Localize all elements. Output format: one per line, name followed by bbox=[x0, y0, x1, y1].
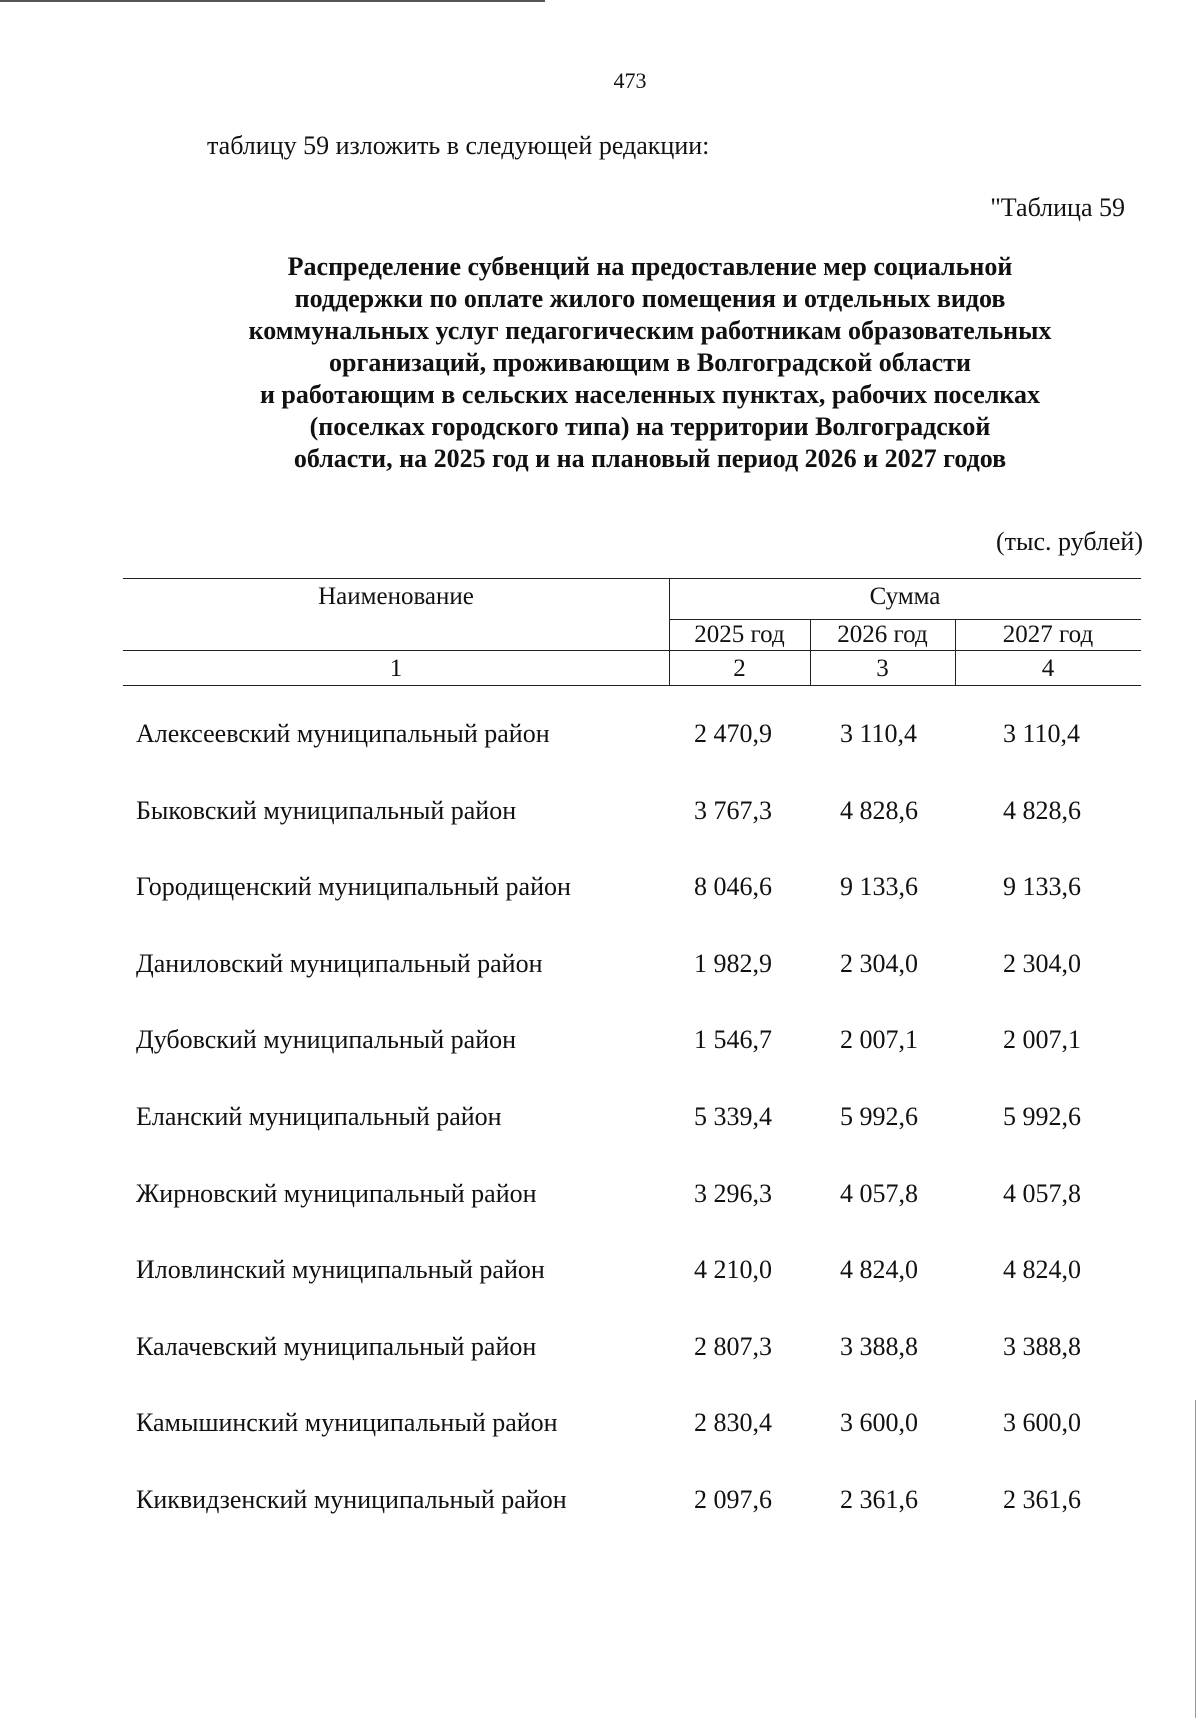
district-name: Киквидзенский муниципальный район bbox=[136, 1484, 567, 1514]
column-number: 4 bbox=[1041, 655, 1055, 682]
value-2026: 4 824,0 bbox=[840, 1255, 918, 1285]
value-2027: 3 388,8 bbox=[1003, 1331, 1081, 1361]
column-number: 3 bbox=[876, 655, 889, 682]
table-label: "Таблица 59 bbox=[990, 193, 1125, 222]
value-2025: 1 546,7 bbox=[694, 1025, 772, 1055]
district-name: Даниловский муниципальный район bbox=[136, 948, 543, 978]
table-body bbox=[0, 719, 1200, 1562]
value-2026: 3 110,4 bbox=[840, 719, 918, 748]
district-name: Дубовский муниципальный район bbox=[136, 1025, 517, 1055]
district-name: Алексеевский муниципальный район bbox=[136, 719, 550, 748]
column-number: 2 bbox=[733, 655, 746, 682]
value-2026: 3 600,0 bbox=[840, 1408, 918, 1438]
value-2025: 2 470,9 bbox=[694, 719, 772, 748]
header-mid-rule bbox=[123, 650, 1141, 651]
value-2026: 2 361,6 bbox=[840, 1484, 918, 1514]
table-row bbox=[0, 796, 1200, 873]
value-2027: 4 057,8 bbox=[1003, 1178, 1081, 1208]
page-number: 473 bbox=[613, 68, 647, 93]
value-2025: 1 982,9 bbox=[694, 948, 772, 978]
table-row bbox=[0, 1408, 1200, 1485]
table-row bbox=[0, 1025, 1200, 1102]
header-year-2026: 2026 год bbox=[837, 621, 928, 648]
title-line: поддержки по оплате жилого помещения и отдельных видов bbox=[294, 284, 1006, 313]
value-2026: 5 992,6 bbox=[840, 1101, 918, 1131]
district-name: Еланский муниципальный район bbox=[136, 1101, 502, 1131]
table-row bbox=[0, 1485, 1200, 1562]
value-2025: 3 767,3 bbox=[694, 795, 772, 825]
table-row bbox=[0, 1102, 1200, 1179]
header-year-2027: 2027 год bbox=[1002, 621, 1094, 648]
value-2025: 8 046,6 bbox=[694, 872, 772, 902]
value-2027: 4 824,0 bbox=[1003, 1255, 1081, 1285]
value-2027: 5 992,6 bbox=[1003, 1101, 1081, 1131]
district-name: Городищенский муниципальный район bbox=[136, 872, 571, 902]
value-2025: 4 210,0 bbox=[694, 1255, 772, 1285]
header-year-2025: 2025 год bbox=[694, 621, 785, 648]
value-2025: 3 296,3 bbox=[694, 1178, 772, 1208]
header-bottom-rule bbox=[123, 685, 1141, 686]
district-name: Жирновский муниципальный район bbox=[136, 1178, 537, 1208]
value-2027: 4 828,6 bbox=[1003, 795, 1081, 825]
value-2026: 4 828,6 bbox=[840, 795, 918, 825]
value-2026: 2 007,1 bbox=[840, 1025, 918, 1055]
value-2025: 2 807,3 bbox=[694, 1331, 772, 1361]
value-2027: 9 133,6 bbox=[1003, 872, 1081, 902]
district-name: Калачевский муниципальный район bbox=[136, 1331, 537, 1361]
years-rule bbox=[669, 619, 1141, 620]
district-name: Иловлинский муниципальный район bbox=[136, 1255, 545, 1285]
title-line: коммунальных услуг педагогическим работникам образовательных bbox=[248, 316, 1052, 345]
table-row bbox=[0, 949, 1200, 1026]
value-2027: 2 304,0 bbox=[1003, 948, 1081, 978]
units-label: (тыс. рублей) bbox=[995, 527, 1143, 556]
title-line: (поселках городского типа) на территории Волгоградской bbox=[309, 412, 991, 441]
header-name: Наименование bbox=[318, 583, 474, 610]
value-2027: 2 007,1 bbox=[1003, 1025, 1081, 1055]
value-2026: 3 388,8 bbox=[840, 1331, 918, 1361]
value-2026: 2 304,0 bbox=[840, 948, 918, 978]
value-2026: 4 057,8 bbox=[840, 1178, 918, 1208]
value-2025: 2 097,6 bbox=[694, 1484, 772, 1514]
value-2027: 3 110,4 bbox=[1003, 719, 1081, 748]
title-line: организаций, проживающим в Волгоградской области bbox=[329, 348, 971, 377]
document-title bbox=[170, 251, 1130, 475]
header-sum: Сумма bbox=[869, 583, 941, 610]
column-number: 1 bbox=[389, 655, 403, 682]
value-2025: 5 339,4 bbox=[694, 1101, 772, 1131]
value-2027: 3 600,0 bbox=[1003, 1408, 1081, 1438]
value-2026: 9 133,6 bbox=[840, 872, 918, 902]
table-row bbox=[0, 872, 1200, 949]
title-line: и работающим в сельских населенных пунктах, рабочих поселках bbox=[259, 380, 1041, 409]
table-row bbox=[0, 719, 1200, 796]
title-line: области, на 2025 год и на плановый период 2026 и 2027 годов bbox=[293, 444, 1007, 473]
value-2027: 2 361,6 bbox=[1003, 1484, 1081, 1514]
intro-text: таблицу 59 изложить в следующей редакции: bbox=[207, 131, 710, 160]
title-line: Распределение субвенций на предоставление мер социальной bbox=[287, 252, 1013, 281]
value-2025: 2 830,4 bbox=[694, 1408, 772, 1438]
table-row bbox=[0, 1179, 1200, 1256]
district-name: Камышинский муниципальный район bbox=[136, 1408, 558, 1438]
table-row bbox=[0, 1255, 1200, 1332]
table-row bbox=[0, 1332, 1200, 1409]
district-name: Быковский муниципальный район bbox=[136, 795, 517, 825]
scan-edge-top bbox=[0, 0, 545, 2]
header-top-rule bbox=[123, 578, 1141, 579]
